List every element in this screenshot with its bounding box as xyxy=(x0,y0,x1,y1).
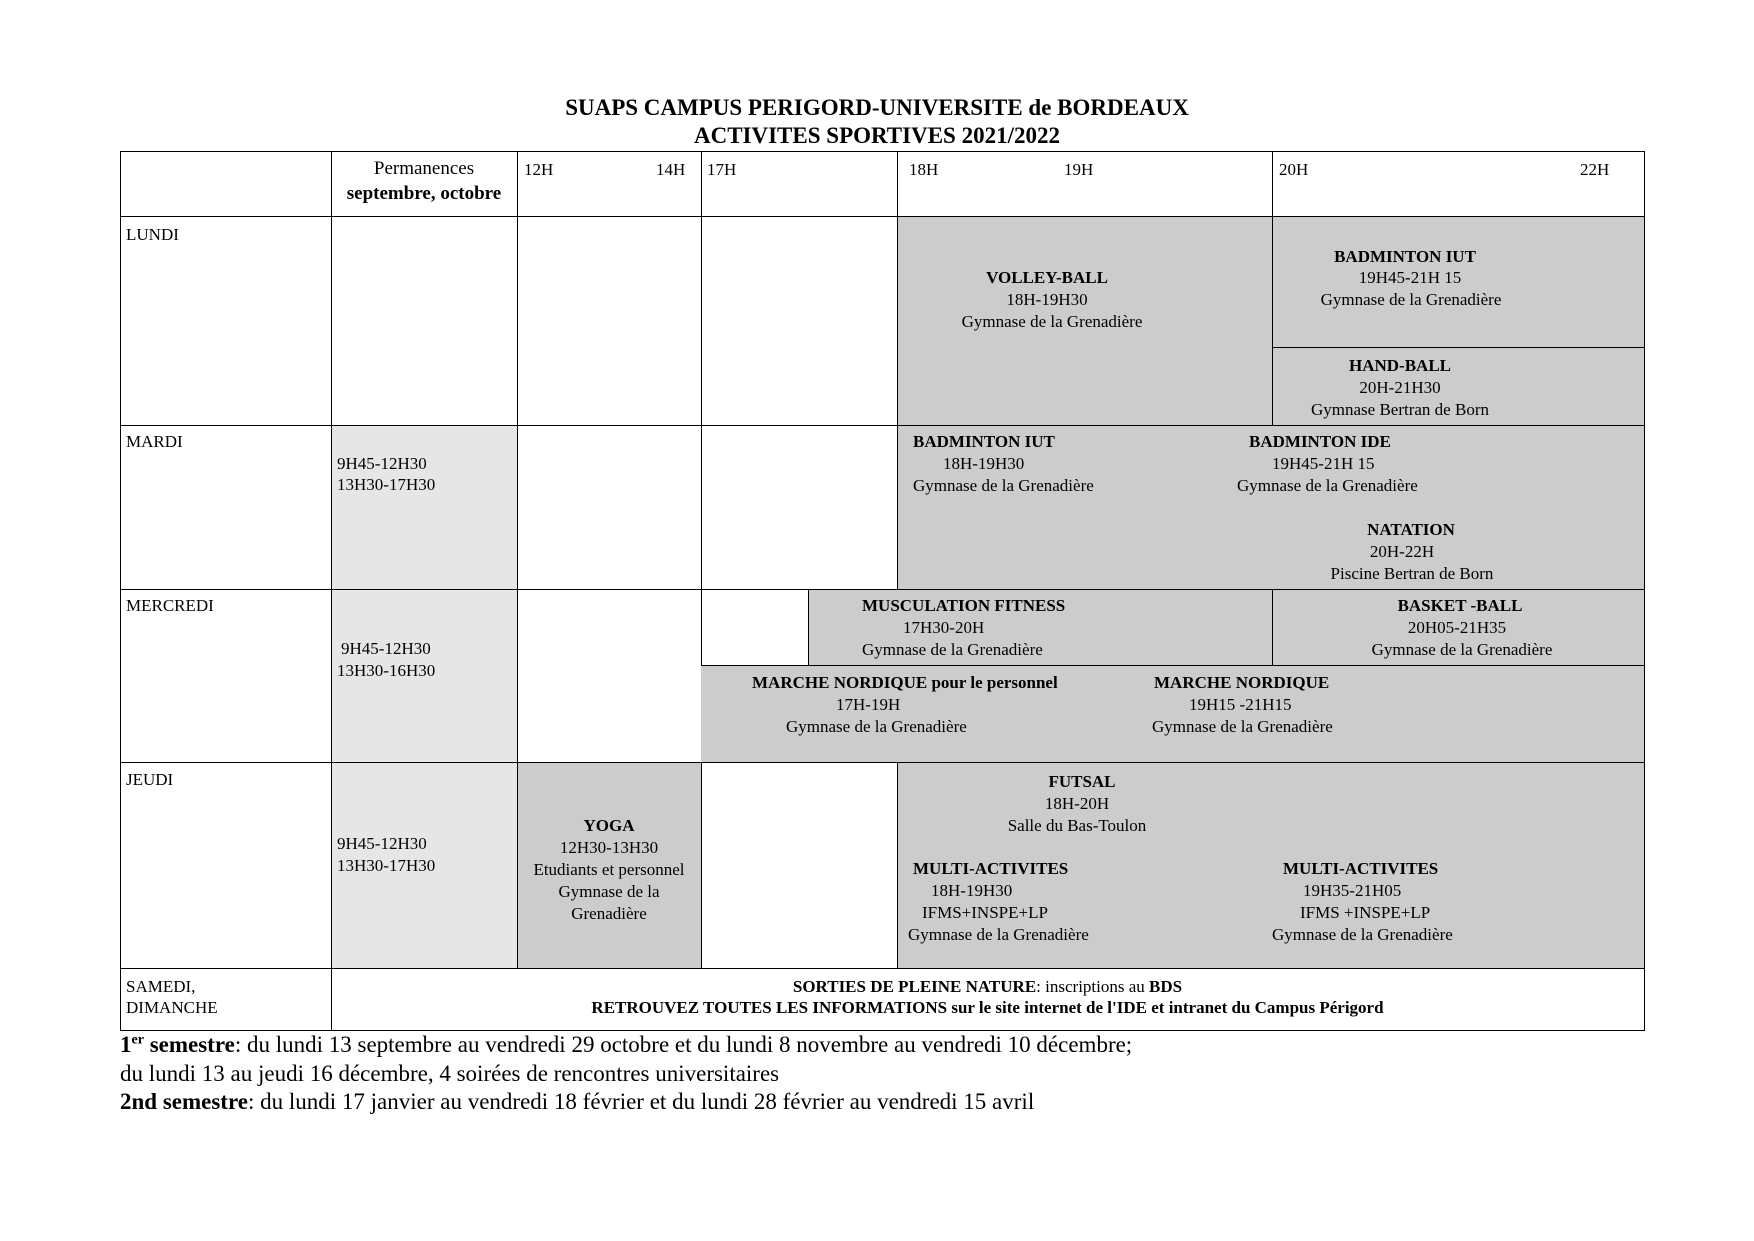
jeudi-yoga-audience: Etudiants et personnel xyxy=(533,860,685,879)
jeudi-multi-1-time: 18H-19H30 xyxy=(931,881,1013,900)
mardi-natation-place: Piscine Bertran de Born xyxy=(1330,564,1494,583)
mardi-badminton-ide-time: 19H45-21H 15 xyxy=(1272,454,1375,473)
header-time-19h: 19H xyxy=(1064,160,1094,179)
day-samedi: SAMEDI, xyxy=(126,977,196,996)
mercredi-marche-name: MARCHE NORDIQUE xyxy=(1154,673,1330,692)
mardi-badminton-ide-name: BADMINTON IDE xyxy=(1249,432,1391,451)
mardi-natation-name: NATATION xyxy=(1367,520,1455,539)
lundi-handball-place: Gymnase Bertran de Born xyxy=(1311,400,1489,419)
day-mardi: MARDI xyxy=(126,432,183,451)
jeudi-multi-1-name: MULTI-ACTIVITES xyxy=(913,859,1069,878)
permanence-mercredi-afternoon: 13H30-16H30 xyxy=(337,661,436,680)
semester-2-label: 2nd semestre xyxy=(120,1089,248,1114)
jeudi-multi-2-place: Gymnase de la Grenadière xyxy=(1272,925,1453,944)
header-permanences-period: septembre, octobre xyxy=(346,183,502,204)
mardi-badminton-iut-time: 18H-19H30 xyxy=(943,454,1025,473)
mercredi-marche-personnel-time: 17H-19H xyxy=(836,695,901,714)
weekend-info-text: sur le site internet de l'IDE et intranet du Campus Périgord xyxy=(947,998,1384,1017)
permanence-mardi-afternoon: 13H30-17H30 xyxy=(337,475,436,494)
footer-semester-2 xyxy=(120,1087,1034,1116)
semester-1-number: 1 xyxy=(120,1032,132,1057)
permanence-mardi-morning: 9H45-12H30 xyxy=(337,454,427,473)
day-lundi: LUNDI xyxy=(126,225,179,244)
day-mercredi: MERCREDI xyxy=(126,596,214,615)
mercredi-musculation-place: Gymnase de la Grenadière xyxy=(862,640,1043,659)
jeudi-yoga-place: Gymnase de la xyxy=(558,882,660,901)
permanence-shade xyxy=(331,425,517,968)
weekend-outings-text: : inscriptions au xyxy=(1036,977,1150,996)
jeudi-multi-1-place: Gymnase de la Grenadière xyxy=(908,925,1089,944)
lundi-volley-place: Gymnase de la Grenadière xyxy=(961,312,1143,331)
mardi-natation-time: 20H-22H xyxy=(1369,542,1435,561)
footer-semester-1 xyxy=(120,1030,1132,1059)
permanence-jeudi-morning: 9H45-12H30 xyxy=(337,834,427,853)
header-time-18h: 18H xyxy=(909,160,939,179)
jeudi-multi-2-time: 19H35-21H05 xyxy=(1303,881,1402,900)
jeudi-multi-2-name: MULTI-ACTIVITES xyxy=(1283,859,1439,878)
header-time-17h: 17H xyxy=(707,160,737,179)
jeudi-yoga-name: YOGA xyxy=(583,816,635,835)
header-permanences: Permanences xyxy=(373,158,475,179)
jeudi-futsal-time: 18H-20H xyxy=(1044,794,1110,813)
mardi-badminton-iut-place: Gymnase de la Grenadière xyxy=(913,476,1094,495)
page-subtitle: ACTIVITES SPORTIVES 2021/2022 xyxy=(693,123,1060,148)
jeudi-futsal-place: Salle du Bas-Toulon xyxy=(1007,816,1147,835)
jeudi-multi-1-audience: IFMS+INSPE+LP xyxy=(922,903,1048,922)
day-dimanche: DIMANCHE xyxy=(126,998,218,1017)
page-title: SUAPS CAMPUS PERIGORD-UNIVERSITE de BORDEAUX xyxy=(565,95,1189,120)
lundi-handball-time: 20H-21H30 xyxy=(1359,378,1441,397)
weekend-info-title: RETROUVEZ TOUTES LES INFORMATIONS xyxy=(591,998,948,1017)
mercredi-marche-time: 19H15 -21H15 xyxy=(1189,695,1292,714)
mercredi-basket-time: 20H05-21H35 xyxy=(1407,618,1507,637)
lundi-badminton-iut-place: Gymnase de la Grenadière xyxy=(1320,290,1502,309)
lundi-volley-time: 18H-19H30 xyxy=(1006,290,1088,309)
mardi-badminton-iut-name: BADMINTON IUT xyxy=(913,432,1055,451)
mercredi-musculation-time: 17H30-20H xyxy=(903,618,985,637)
jeudi-yoga-place-2: Grenadière xyxy=(571,904,647,923)
header-time-14h: 14H xyxy=(656,160,686,179)
lundi-badminton-iut-time: 19H45-21H 15 xyxy=(1358,268,1462,287)
semester-2-dates: : du lundi 17 janvier au vendredi 18 février et du lundi 28 février au vendredi 15 avril xyxy=(247,1089,1035,1114)
mardi-badminton-ide-place: Gymnase de la Grenadière xyxy=(1237,476,1418,495)
mercredi-marche-personnel-name: MARCHE NORDIQUE pour le personnel xyxy=(752,673,1058,692)
footer-rencontres: du lundi 13 au jeudi 16 décembre, 4 soirées de rencontres universitaires xyxy=(120,1061,780,1086)
mercredi-basket-name: BASKET -BALL xyxy=(1397,596,1523,615)
lundi-handball-name: HAND-BALL xyxy=(1348,356,1451,375)
jeudi-yoga-time: 12H30-13H30 xyxy=(559,838,659,857)
semester-1-dates: : du lundi 13 septembre au vendredi 29 octobre et du lundi 8 novembre au vendredi 10 décembre; xyxy=(234,1032,1133,1057)
lundi-badminton-iut-name: BADMINTON IUT xyxy=(1334,247,1476,266)
mercredi-marche-place: Gymnase de la Grenadière xyxy=(1152,717,1333,736)
weekend-bds: BDS xyxy=(1149,977,1183,996)
semester-1-sup: er xyxy=(131,1032,144,1048)
semester-1-label: semestre xyxy=(143,1032,235,1057)
mercredi-musculation-name: MUSCULATION FITNESS xyxy=(862,596,1066,615)
header-time-22h: 22H xyxy=(1580,160,1610,179)
header-time-20h: 20H xyxy=(1279,160,1309,179)
day-jeudi: JEUDI xyxy=(126,770,174,789)
jeudi-multi-2-audience: IFMS +INSPE+LP xyxy=(1300,903,1431,922)
weekend-outings-title: SORTIES DE PLEINE NATURE xyxy=(792,977,1037,996)
header-time-12h: 12H xyxy=(524,160,554,179)
mercredi-marche-personnel-place: Gymnase de la Grenadière xyxy=(786,717,967,736)
permanence-jeudi-afternoon: 13H30-17H30 xyxy=(337,856,436,875)
weekend-outings xyxy=(331,976,1644,998)
weekend-info xyxy=(331,997,1644,1019)
permanence-mercredi-morning: 9H45-12H30 xyxy=(341,639,431,658)
jeudi-futsal-name: FUTSAL xyxy=(1048,772,1116,791)
lundi-volley-name: VOLLEY-BALL xyxy=(986,268,1108,287)
mercredi-basket-place: Gymnase de la Grenadière xyxy=(1371,640,1553,659)
